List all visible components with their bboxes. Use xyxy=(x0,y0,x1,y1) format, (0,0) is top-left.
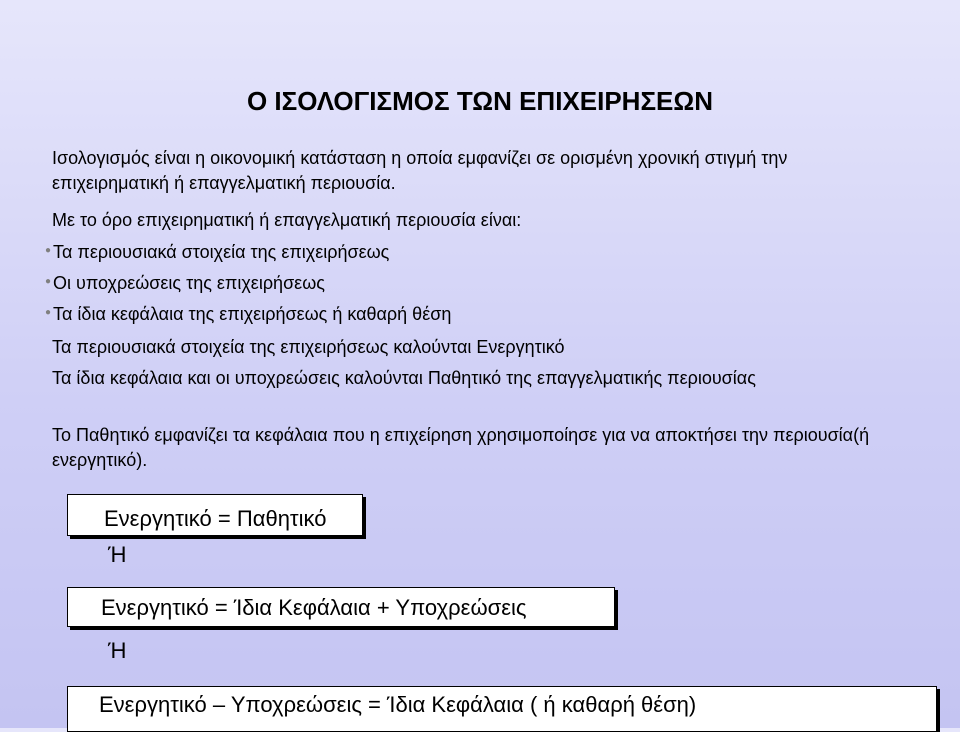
bullet-item xyxy=(45,302,451,327)
lead-paragraph: Με το όρο επιχειρηματική ή επαγγελματική περιουσία είναι: xyxy=(52,210,522,230)
bullet-dot-icon: ● xyxy=(45,307,52,318)
bullet-dot-icon: ● xyxy=(45,245,52,256)
paragraph-assets: Τα περιουσιακά στοιχεία της επιχειρήσεως καλούνται Ενεργητικό xyxy=(52,337,565,357)
paragraph-liabilities: Τα ίδια κεφάλαια και οι υποχρεώσεις καλούνται Παθητικό της επαγγελματικής περιουσίας xyxy=(52,368,756,388)
bullet-item xyxy=(45,271,325,296)
intro-paragraph: Ισολογισμός είναι η οικονομική κατάσταση η οποία εμφανίζει σε ορισμένη χρονική στιγμή την επιχειρηματική ή επαγγελματική περιουσία. xyxy=(52,148,788,193)
formula-box-1 xyxy=(67,494,363,536)
bullet-item xyxy=(45,240,389,265)
slide-title xyxy=(0,85,960,117)
bullet-dot-icon: ● xyxy=(45,276,52,287)
formula-text: Ενεργητικό = Ίδια Κεφάλαια + Υποχρεώσεις xyxy=(101,595,527,620)
or-label: Ή xyxy=(108,542,127,567)
formula-text: Ενεργητικό – Υποχρεώσεις = Ίδια Κεφάλαια ( ή καθαρή θέση) xyxy=(99,692,697,717)
slide-title-text: Ο ΙΣΟΛΟΓΙΣΜΟΣ ΤΩΝ ΕΠΙΧΕΙΡΗΣΕΩΝ xyxy=(246,86,714,116)
bullet-text: Οι υποχρεώσεις της επιχειρήσεως xyxy=(53,273,325,293)
formula-box-3 xyxy=(67,686,937,732)
formula-box-2 xyxy=(67,587,615,627)
bullet-text: Τα ίδια κεφάλαια της επιχειρήσεως ή καθαρή θέση xyxy=(53,304,452,324)
bullet-text: Τα περιουσιακά στοιχεία της επιχειρήσεως xyxy=(53,242,390,262)
paragraph-funding: Το Παθητικό εμφανίζει τα κεφάλαια που η επιχείρηση χρησιμοποίησε για να αποκτήσει την περιουσία(ή ενεργητικό). xyxy=(52,425,870,470)
formula-text: Ενεργητικό = Παθητικό xyxy=(104,506,327,531)
or-label: Ή xyxy=(108,638,127,663)
